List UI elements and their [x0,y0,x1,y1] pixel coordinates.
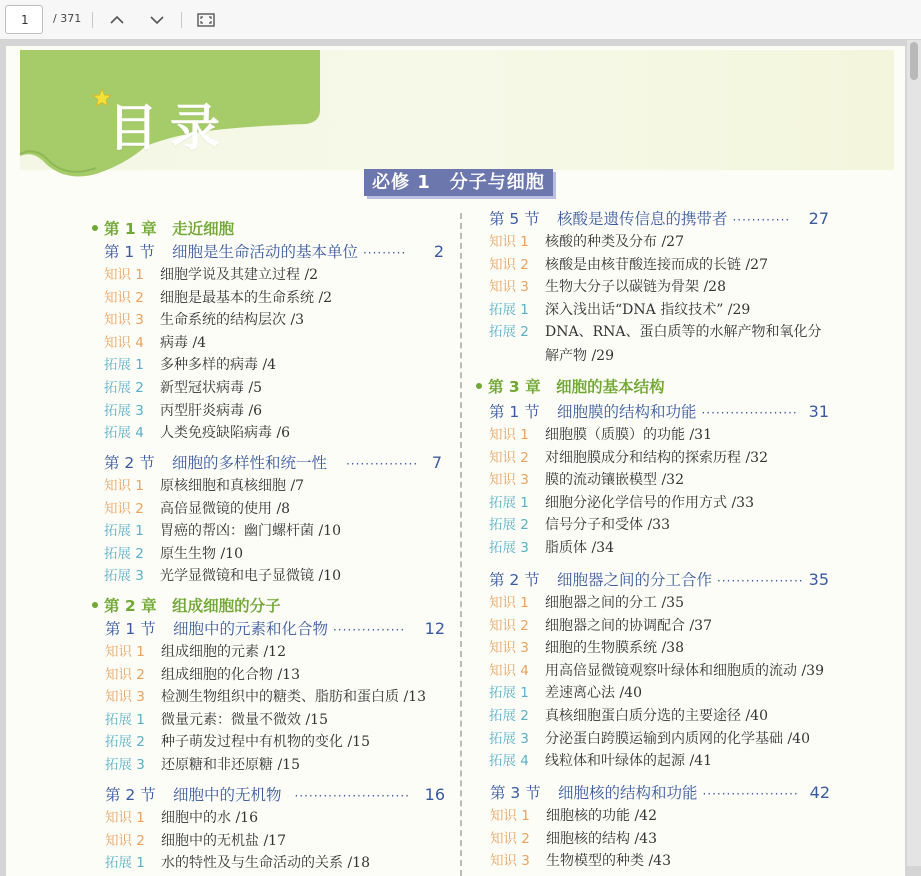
expand-tag: 拓展 1 [105,855,145,872]
knowledge-tag: 知识 2 [104,500,144,517]
expand-tag: 拓展 2 [489,708,529,724]
knowledge-tag: 知识 2 [105,666,145,683]
chevron-up-icon [109,15,125,25]
knowledge-tag: 知识 2 [489,449,529,466]
expand-tag: 拓展 2 [105,734,145,751]
chapter-heading[interactable]: 第 3 章 细胞的基本结构 [476,377,665,397]
toc-entry-text: 信号分子和受体 /33 [545,517,670,534]
toc-entry-text: 生物模型的种类 /43 [546,853,671,870]
knowledge-tag: 知识 1 [489,234,529,250]
toc-entry-text: 细胞中的无机盐 /17 [161,832,286,849]
knowledge-tag: 知识 1 [489,427,529,443]
section-heading[interactable]: 第 1 节 细胞膜的结构和功能 ···················· 31 [489,402,829,421]
expand-tag: 拓展 4 [489,753,529,770]
knowledge-tag: 知识 3 [105,689,145,706]
toc-entry-text: 脂质体 /34 [545,540,614,556]
toc-entry-text: 细胞的生物膜系统 /38 [545,640,684,657]
expand-tag: 拓展 2 [489,324,529,341]
column-divider [460,213,462,876]
knowledge-tag: 知识 4 [489,662,529,679]
toolbar-separator [181,12,182,28]
toc-entry-text: 水的特性及与生命活动的关系 /18 [161,855,370,872]
vertical-scrollbar[interactable] [907,40,921,866]
knowledge-tag: 知识 1 [105,644,145,660]
knowledge-tag: 知识 4 [104,334,144,351]
bullet-icon [92,225,98,231]
expand-tag: 拓展 1 [489,494,529,511]
section-heading[interactable]: 第 3 节 细胞核的结构和功能 ···················· 42 [490,783,830,802]
expand-tag: 拓展 4 [104,425,144,442]
toc-entry-text: 细胞器之间的协调配合 /37 [545,617,712,634]
toc-entry-text: 细胞核的功能 /42 [546,808,657,824]
toc-entry-text: 种子萌发过程中有机物的变化 /15 [161,734,370,751]
knowledge-tag: 知识 3 [490,853,530,870]
knowledge-tag: 知识 3 [489,472,529,489]
document-page: 目录 必修 1 分子与细胞 第 1 章 走近细胞 第 1 节 细胞是生命活动的基本单位 ········· 2 知识 1 细胞学说及其建立过程 /2 知识 2 细胞是最基本的生命系统 /2 知识 3 生命系统的结构层次 /3 知识 4 病毒 /4 拓展 1 多种多样的病毒 /4 拓展 2 新型冠状病毒 /5 拓展 3 丙型肝炎病毒 /6 拓展 4 人类免疫缺陷病毒 /6 第 2 节 细胞的多样性和统一性 ··············· 7 知识 1 原核细胞和真核细胞 /7 知识 2 高倍显微镜的使用 /8 拓展 1 胃癌的帮凶：幽门螺杆菌 /10 拓展 2 原生生物 /10 拓展 3 光学显微镜和电子显微镜 /10 第 2 章 组成细胞的分子 第 1 节 细胞中的元素和化合物 ··············· 12 知识 1 组成细胞的元素 /12 知识 2 组成细胞的化合物 /13 知识 3 检测生物组织中的糖类、脂肪和蛋白质 /13 拓展 1 微量元素：微量不微效 /15 拓展 2 种子萌发过程中有机物的变化 /15 拓展 3 还原糖和非还原糖 /15 第 2 节 细胞中的无机物 ························ 16 知识 1 细胞中的水 /16 知识 2 细胞中的无机盐 /17 拓展 1 水的特性及与生命活动的关系 /18 第 5 节 核酸是遗传信息的携带者 ············ 27 知识 1 核酸的种类及分布 /27 知识 2 核酸是由核苷酸连接而成的长链 /27 知识 3 生物大分子以碳链为骨架 /28 拓展 1 深入浅出话“DNA 指纹技术” /29 拓展 2 DNA、RNA、蛋白质等的水解产物和氧化分 解产物 /29 第 3 章 细胞的基本结构 第 1 节 细胞膜的结构和功能 ···················· 31 知识 1 细胞膜（质膜）的功能 /31 知识 2 对细胞膜成分和结构的探索历程 /32 知识 3 膜的流动镶嵌模型 /32 拓展 1 细胞分泌化学信号的作用方式 /33 拓展 2 信号分子和受体 /33 拓展 3 脂质体 /34 第 2 节 细胞器之间的分工合作 ·················· 35 知识 1 细胞器之间的分工 /35 知识 2 细胞器之间的协调配合 /37 知识 3 细胞的生物膜系统 /38 知识 4 用高倍显微镜观察叶绿体和细胞质的流动 /39 拓展 1 差速离心法 /40 拓展 2 真核细胞蛋白质分选的主要途径 /40 拓展 3 分泌蛋白跨膜运输到内质网的化学基础 /40 拓展 4 线粒体和叶绿体的起源 /41 第 3 节 细胞核的结构和功能 ···················· 42 知识 1 细胞核的功能 /42 知识 2 细胞核的结构 /43 知识 3 生物模型的种类 /43 [6,46,905,876]
toc-entry-text: 核酸是由核苷酸连接而成的长链 /27 [545,256,768,273]
section-heading[interactable]: 第 2 节 细胞器之间的分工合作 ·················· 35 [489,570,829,589]
toc-entry-text: 细胞是最基本的生命系统 /2 [160,289,333,306]
toc-entry-text: 原生生物 /10 [160,545,243,562]
expand-tag: 拓展 1 [105,711,145,728]
knowledge-tag: 知识 1 [489,595,529,611]
next-page-button[interactable] [146,9,168,31]
chapter-heading[interactable]: 第 2 章 组成细胞的分子 [92,596,281,616]
toc-entry-text: 还原糖和非还原糖 /15 [161,757,300,773]
knowledge-tag: 知识 3 [489,279,529,296]
toc-entry-text: 病毒 /4 [160,334,207,351]
toc-entry-text: 细胞分泌化学信号的作用方式 /33 [545,494,754,511]
bullet-icon [92,602,98,608]
toc-entry-text: 线粒体和叶绿体的起源 /41 [545,753,712,770]
section-heading[interactable]: 第 5 节 核酸是遗传信息的携带者 ············ 27 [489,209,829,228]
expand-tag: 拓展 3 [104,568,144,585]
knowledge-tag: 知识 2 [105,832,145,849]
knowledge-tag: 知识 2 [490,830,530,847]
toc-entry-text: 深入浅出话“DNA 指纹技术” /29 [545,301,751,318]
toc-entry-text: 生物大分子以碳链为骨架 /28 [545,279,726,296]
toc-entry-text: 用高倍显微镜观察叶绿体和细胞质的流动 /39 [545,662,824,679]
toc-entry-text: 原核细胞和真核细胞 /7 [160,478,305,494]
knowledge-tag: 知识 1 [104,478,144,494]
knowledge-tag: 知识 2 [489,256,529,273]
expand-tag: 拓展 2 [489,517,529,534]
expand-tag: 拓展 2 [104,380,144,396]
expand-tag: 拓展 3 [489,540,529,556]
toc-entry-text: 真核细胞蛋白质分选的主要途径 /40 [545,708,768,724]
toc-entry-text: 人类免疫缺陷病毒 /6 [160,425,291,442]
fullscreen-icon [197,13,215,27]
toc-entry-text: 细胞器之间的分工 /35 [545,595,684,611]
expand-tag: 拓展 1 [489,685,529,702]
toc-entry-text: 丙型肝炎病毒 /6 [160,402,263,419]
toc-entry-text: 新型冠状病毒 /5 [160,380,263,396]
knowledge-tag: 知识 3 [104,312,144,329]
toc-entry-text: 微量元素：微量不微效 /15 [161,711,328,728]
knowledge-tag: 知识 3 [489,640,529,657]
expand-tag: 拓展 1 [104,357,144,374]
toc-entry-text: 分泌蛋白跨膜运输到内质网的化学基础 /40 [545,730,810,747]
fit-page-button[interactable] [195,9,217,31]
toc-entry-text: 核酸的种类及分布 /27 [545,234,684,250]
expand-tag: 拓展 1 [104,523,144,540]
knowledge-tag: 知识 1 [105,810,145,826]
section-heading[interactable]: 第 1 节 细胞中的元素和化合物 ··············· 12 [105,619,445,638]
toc-entry-text: 生命系统的结构层次 /3 [160,312,305,329]
expand-tag: 拓展 3 [105,757,145,773]
previous-page-button[interactable] [106,9,128,31]
expand-tag: 拓展 2 [104,545,144,562]
knowledge-tag: 知识 2 [489,617,529,634]
toc-entry-text: 差速离心法 /40 [545,685,642,702]
toc-entry-text: 胃癌的帮凶：幽门螺杆菌 /10 [160,523,341,540]
toc-entry-text: 多种多样的病毒 /4 [160,357,277,374]
toc-entry-text: 细胞核的结构 /43 [546,830,657,847]
toc-entry-text: 高倍显微镜的使用 /8 [160,500,291,517]
page-total-label: / 371 [53,12,82,25]
knowledge-tag: 知识 1 [104,267,144,283]
toc-entry-text: 对细胞膜成分和结构的探索历程 /32 [545,449,768,466]
toc-entry-text: 组成细胞的化合物 /13 [161,666,300,683]
expand-tag: 拓展 3 [489,730,529,747]
page-number-input[interactable] [5,5,43,34]
toc-entry-text: 细胞学说及其建立过程 /2 [160,267,319,283]
chapter-heading[interactable]: 第 1 章 走近细胞 [92,219,234,239]
toc-entry-text: 组成细胞的元素 /12 [161,644,286,660]
chevron-down-icon [149,15,165,25]
expand-tag: 拓展 1 [489,301,529,318]
bullet-icon [476,383,482,389]
volume-banner: 必修 1 分子与细胞 [364,169,553,196]
expand-tag: 拓展 3 [104,402,144,419]
toc-entry-text: 膜的流动镶嵌模型 /32 [545,472,684,489]
pdf-toolbar [0,0,921,40]
toolbar-separator [92,12,93,28]
section-heading[interactable]: 第 1 节 细胞是生命活动的基本单位 ········· 2 [104,242,444,261]
toc-entry-text: 细胞中的水 /16 [161,810,258,826]
scrollbar-thumb[interactable] [910,42,918,80]
section-heading[interactable]: 第 2 节 细胞中的无机物 ························ 16 [105,785,445,804]
knowledge-tag: 知识 2 [104,289,144,306]
toc-entry-text: 检测生物组织中的糖类、脂肪和蛋白质 /13 [161,689,426,706]
toc-entry-text: 细胞膜（质膜）的功能 /31 [545,427,712,443]
toc-entry-text: 光学显微镜和电子显微镜 /10 [160,568,341,585]
section-heading[interactable]: 第 2 节 细胞的多样性和统一性 ··············· 7 [104,453,442,472]
page-title: 目录 [108,99,232,157]
toc-entry-text: DNA、RNA、蛋白质等的水解产物和氧化分 [545,324,822,341]
knowledge-tag: 知识 1 [490,808,530,824]
